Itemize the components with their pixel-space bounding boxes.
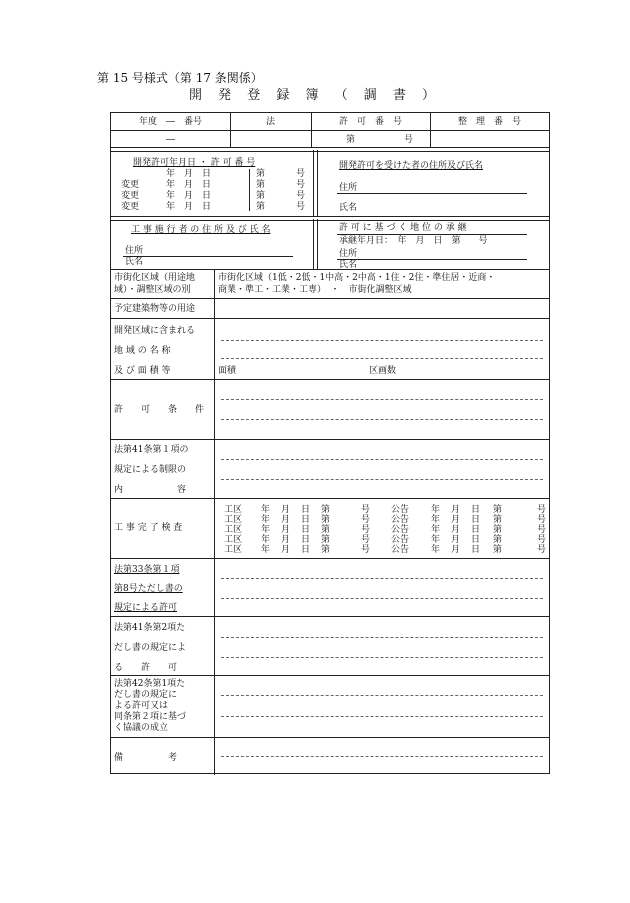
completion-cell: 年 — [261, 515, 271, 525]
completion-cell: 月 — [451, 525, 461, 535]
completion-cell: 工区 — [224, 505, 243, 515]
completion-cell: 号 — [361, 535, 371, 545]
completion-cell: 第 — [321, 525, 331, 535]
completion-cell: 年 — [431, 525, 441, 535]
succession-date: 承継年月日： 年 月 日 第 号 — [339, 236, 488, 246]
completion-cell: 公告 — [391, 545, 410, 555]
completion-cell: 第 — [493, 515, 503, 525]
art33-label: 第8号ただし書の — [114, 584, 183, 594]
conditions-label: 許 可 条 件 — [114, 405, 205, 415]
permit-go: 号 — [404, 135, 414, 145]
art42-label: 法第42条第1項た — [114, 679, 186, 689]
completion-cell: 号 — [361, 505, 371, 515]
completion-cell: 月 — [451, 515, 461, 525]
art41-label: 法第41条第１項の — [114, 445, 189, 455]
reference-number-header: 整 理 番 号 — [457, 117, 521, 127]
completion-cell: 号 — [537, 535, 547, 545]
completion-cell: 年 — [261, 535, 271, 545]
completion-cell: 公告 — [391, 535, 410, 545]
succession-name-label: 氏名 — [339, 260, 358, 270]
permit-row-go: 号 — [296, 191, 306, 201]
completion-cell: 公告 — [391, 515, 410, 525]
permit-row-dai: 第 — [256, 180, 266, 190]
permit-row-dai: 第 — [256, 202, 266, 212]
art41-label: 内 容 — [114, 485, 187, 495]
registration-form — [110, 112, 550, 774]
completion-cell: 月 — [451, 545, 461, 555]
completion-cell: 月 — [281, 505, 291, 515]
art42-label: よる許可又は — [114, 701, 169, 711]
completion-cell: 号 — [537, 515, 547, 525]
completion-cell: 年 — [431, 515, 441, 525]
completion-cell: 第 — [493, 525, 503, 535]
permit-row-label: 変更 — [121, 180, 140, 190]
applicant-name-label: 氏名 — [339, 203, 358, 213]
completion-cell: 工区 — [224, 545, 243, 555]
applicant-title: 開発許可を受けた者の住所及び氏名 — [339, 161, 484, 171]
zoning-label: 域）・調整区域の別 — [114, 285, 191, 295]
completion-cell: 年 — [261, 505, 271, 515]
permit-row-go: 号 — [296, 202, 306, 212]
completion-cell: 日 — [301, 515, 311, 525]
art42-label: 同条第２項に基づ — [114, 712, 187, 722]
permit-row-go: 号 — [296, 169, 306, 179]
permit-row-date: 年 月 日 — [166, 202, 212, 212]
completion-cell: 日 — [471, 525, 481, 535]
completion-cell: 第 — [493, 505, 503, 515]
completion-cell: 工区 — [224, 535, 243, 545]
completion-cell: 号 — [361, 525, 371, 535]
completion-cell: 第 — [321, 505, 331, 515]
completion-cell: 号 — [361, 545, 371, 555]
completion-cell: 第 — [493, 545, 503, 555]
completion-cell: 第 — [321, 535, 331, 545]
completion-cell: 第 — [493, 535, 503, 545]
permit-row-label: 変更 — [121, 191, 140, 201]
form-number-label: 第 15 号様式（第 17 条関係） — [97, 71, 263, 85]
completion-label: 工 事 完 了 検 査 — [114, 523, 183, 533]
permit-row-date: 年 月 日 — [166, 180, 212, 190]
area-menseki: 面積 — [218, 366, 237, 376]
completion-cell: 日 — [301, 545, 311, 555]
contractor-name-label: 氏名 — [125, 257, 144, 267]
completion-cell: 日 — [301, 505, 311, 515]
completion-cell: 号 — [537, 545, 547, 555]
completion-cell: 日 — [471, 545, 481, 555]
year-number-value: ― — [166, 135, 175, 145]
permit-dai: 第 — [346, 135, 356, 145]
area-label: 地 域 の 名 称 — [114, 346, 171, 356]
completion-cell: 日 — [471, 535, 481, 545]
completion-cell: 日 — [471, 515, 481, 525]
art41-2-label: だし書の規定によ — [114, 643, 187, 653]
area-kukaku: 区画数 — [369, 366, 397, 376]
remarks-label: 備 考 — [114, 753, 178, 763]
permit-row-date: 年 月 日 — [166, 191, 212, 201]
completion-cell: 公告 — [391, 505, 410, 515]
succession-title: 許 可 に 基 づ く 地 位 の 承 継 — [339, 223, 467, 233]
area-label: 及 び 面 積 等 — [114, 366, 171, 376]
purpose-label: 予定建築物等の用途 — [114, 304, 196, 314]
zoning-label: 市街化区域（用途地 — [114, 273, 196, 283]
completion-cell: 日 — [301, 535, 311, 545]
completion-cell: 月 — [281, 525, 291, 535]
completion-cell: 年 — [431, 505, 441, 515]
permit-row-go: 号 — [296, 180, 306, 190]
permit-row-dai: 第 — [256, 169, 266, 179]
succession-address-label: 住所 — [339, 249, 358, 259]
completion-cell: 号 — [361, 515, 371, 525]
art42-label: く協議の成立 — [114, 723, 169, 733]
completion-cell: 第 — [321, 515, 331, 525]
art42-label: だし書の規定に — [114, 690, 178, 700]
year-number-header: 年度 ― 番号 — [138, 117, 202, 127]
permit-row-date: 年 月 日 — [166, 169, 212, 179]
zoning-options: 商業・準工・工業・工専） ・ 市街化調整区域 — [218, 285, 412, 295]
art41-2-label: る 許 可 — [114, 663, 178, 673]
completion-cell: 日 — [471, 505, 481, 515]
law-header: 法 — [265, 117, 275, 127]
applicant-address-label: 住所 — [339, 183, 358, 193]
art33-label: 規定による許可 — [114, 603, 178, 613]
completion-cell: 月 — [281, 535, 291, 545]
completion-cell: 年 — [261, 545, 271, 555]
zoning-options: 市街化区域（1低・2低・1中高・2中高・1住・2住・準住居・近商・ — [218, 273, 496, 283]
completion-cell: 工区 — [224, 525, 243, 535]
completion-cell: 月 — [281, 515, 291, 525]
completion-cell: 年 — [431, 535, 441, 545]
completion-cell: 年 — [431, 545, 441, 555]
completion-cell: 号 — [537, 505, 547, 515]
permit-number-header: 許 可 番 号 — [338, 117, 402, 127]
completion-cell: 第 — [321, 545, 331, 555]
permit-date-title: 開発許可年月日 ・ 許 可 番 号 — [133, 158, 256, 168]
permit-row-dai: 第 — [256, 191, 266, 201]
completion-cell: 工区 — [224, 515, 243, 525]
area-label: 開発区域に含まれる — [114, 326, 196, 336]
contractor-address-label: 住所 — [125, 246, 144, 256]
completion-cell: 月 — [451, 505, 461, 515]
art33-label: 法第33条第１項 — [114, 565, 180, 575]
art41-label: 規定による制限の — [114, 465, 187, 475]
completion-cell: 年 — [261, 525, 271, 535]
contractor-title: 工 事 施 行 者 の 住 所 及 び 氏 名 — [131, 225, 271, 235]
completion-cell: 月 — [451, 535, 461, 545]
permit-row-label: 変更 — [121, 202, 140, 212]
document-title: 開 発 登 録 簿 （ 調 書 ） — [188, 88, 442, 103]
completion-cell: 号 — [537, 525, 547, 535]
completion-cell: 月 — [281, 545, 291, 555]
completion-cell: 公告 — [391, 525, 410, 535]
art41-2-label: 法第41条第2項た — [114, 623, 186, 633]
completion-cell: 日 — [301, 525, 311, 535]
